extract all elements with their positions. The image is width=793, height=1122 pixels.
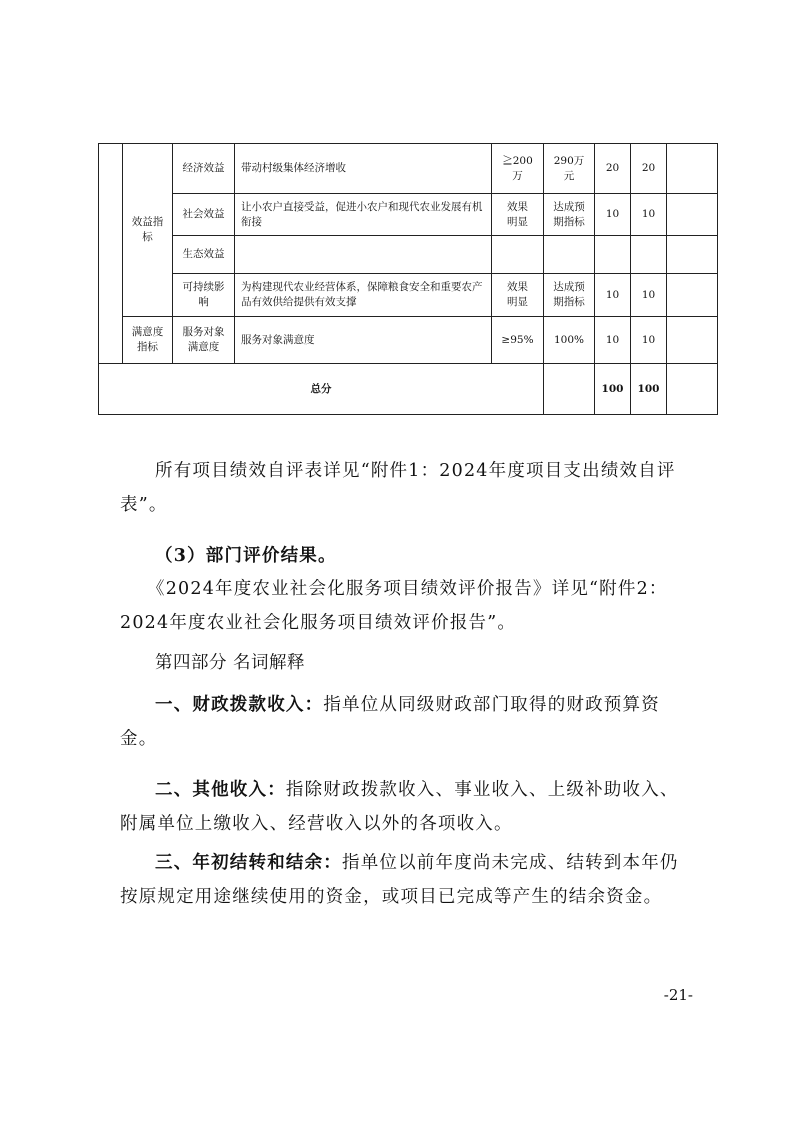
table-cell-weight: 10 [605,333,620,346]
part4-heading: 第四部分 名词解释 [155,653,306,673]
paragraph-attachment-2: 《2024年度农业社会化服务项目绩效评价报告》详见“附件2：2024年度农业社会化服务项目绩效评价报告”。 [120,579,668,633]
table-cell-sub: 生态效益 [182,248,225,260]
definition-2 [120,773,690,841]
table-cell-desc: 为构建现代农业经营体系，保障粮食安全和重要农产品有效供给提供有效支撑 [241,281,483,308]
performance-table [98,143,718,415]
definition-2-term: 二、其他收入： [155,780,286,800]
table-border-bottom [98,414,718,415]
table-vline [666,143,667,415]
page-number: -21- [663,986,693,1004]
table-cell-sub: 服务对象满意度 [182,326,225,353]
table-cell-actual: 达成预期指标 [553,281,585,308]
table-cell-target: 效果明显 [507,200,528,228]
table-cell-score: 20 [641,162,656,174]
table-cell-actual: 达成预期指标 [553,200,585,228]
definition-1-term: 一、财政拨款收入： [155,695,324,715]
heading-dept-evaluation [155,539,695,573]
definition-3 [120,846,690,914]
table-cell-actual: 100% [553,333,585,346]
table-hline [172,235,718,236]
table-cell-sub: 经济效益 [182,162,225,174]
table-cell-desc: 服务对象满意度 [241,333,315,346]
table-cell-weight: 10 [605,288,620,301]
definition-2-text: 指除财政拨款收入、事业收入、上级补助收入、附属单位上缴收入、经营收入以外的各项收入。 [120,780,679,834]
table-cell-score: 10 [641,208,656,220]
definition-3-term: 三、年初结转和结余： [155,853,342,873]
total-label: 总分 [310,382,332,395]
table-cell-sub: 可持续影响 [182,281,225,308]
table-cell-actual: 290万元 [553,154,585,182]
table-border-right [717,143,718,415]
group-satisfaction-label: 满意度指标 [131,326,164,353]
paragraph-attachment-1: 所有项目绩效自评表详见“附件1：2024年度项目支出绩效自评表”。 [120,461,676,515]
heading-text: （3）部门评价结果。 [155,546,337,566]
definition-1-text: 指单位从同级财政部门取得的财政预算资金。 [120,695,660,749]
table-cell-score: 10 [641,288,656,301]
table-cell-target: ≥95% [501,333,534,346]
table-cell-desc: 带动村级集体经济增收 [241,162,346,174]
table-cell-target: 效果明显 [507,281,528,308]
definition-3-text: 指单位以前年度尚未完成、结转到本年仍按原规定用途继续使用的资金，或项目已完成等产生的结余资金。 [120,853,679,907]
table-cell-sub: 社会效益 [182,208,225,220]
table-cell-target: ≧200万 [502,154,533,182]
group-benefit-label: 效益指标 [131,215,164,243]
table-cell-weight: 10 [605,208,620,220]
table-cell-score: 10 [641,333,656,346]
total-score: 100 [637,382,660,395]
table-cell-desc: 让小农户直接受益，促进小农户和现代农业发展有机衔接 [241,200,483,228]
definition-1 [120,688,690,756]
table-cell-weight: 20 [605,162,620,174]
total-weight: 100 [601,382,624,395]
